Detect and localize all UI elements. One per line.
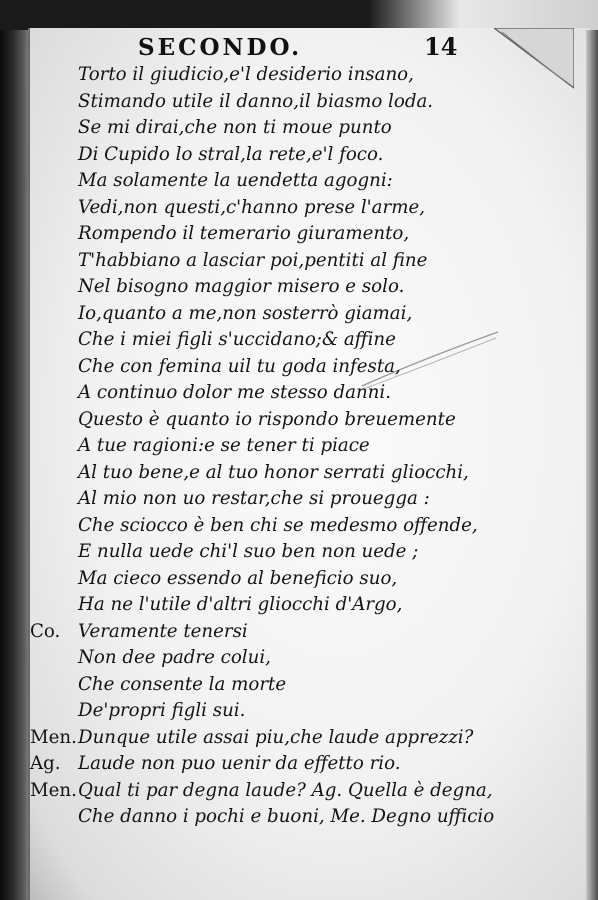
verse-text: Stimando utile il danno,il biasmo loda. [78,90,434,112]
speaker-label [30,327,78,354]
page-number: 14 [424,32,458,61]
speaker-label [30,221,78,248]
verse-line [30,778,500,805]
speaker-label [30,513,78,540]
verse-text: E nulla uede chi'l suo ben non uede ; [78,541,419,562]
verse-line [30,274,500,301]
verse-line [30,354,500,381]
verse-line [30,142,500,169]
verse-text: Dunque utile assai piu,che laude apprezzi? [78,726,474,748]
speaker-label [30,168,78,195]
verse-text: Laude non puo uenir da effetto rio. [78,753,401,774]
verse-line [30,804,500,831]
verse-text: Ha ne l'utile d'altri gliocchi d'Argo, [78,594,403,615]
verse-text: T'habbiano a lasciar poi,pentiti al fine [78,249,428,271]
verse-text: Torto il giudicio,e'l desiderio insano, [78,64,414,85]
verse-text: Al tuo bene,e al tuo honor serrati gliocchi, [78,461,469,483]
verse-text: Di Cupido lo stral,la rete,e'l foco. [78,143,384,165]
verse-text: Che con femina uil tu goda infesta, [78,355,401,377]
verse-block [30,62,500,831]
verse-line [30,698,500,725]
verse-text: Se mi dirai,che non ti moue punto [78,117,392,138]
speaker-label [30,380,78,407]
verse-text: Nel bisogno maggior misero e solo. [78,276,405,297]
verse-text: Che danno i pochi e buoni, Me. Degno ufficio [78,806,495,827]
speaker-label [30,274,78,301]
verse-text: Rompendo il temerario giuramento, [78,223,410,244]
speaker-label: Ag. [30,753,61,774]
verse-text: Che consente la morte [78,673,287,695]
speaker-label [30,460,78,487]
speaker-label [30,804,78,831]
verse-line [30,195,500,222]
speaker-label [30,248,78,275]
verse-line [30,592,500,619]
verse-text: De'propri figli sui. [78,700,246,721]
speaker-label [30,539,78,566]
verse-text: A continuo dolor me stesso danni. [78,382,391,403]
speaker-label [30,89,78,116]
speaker-label: Men. [30,726,77,748]
verse-line [30,115,500,142]
verse-text: Al mio non uo restar,che si prouegga : [78,488,430,509]
page-right-edge [586,30,598,900]
verse-line [30,407,500,434]
verse-line [30,513,500,540]
verse-text: Qual ti par degna laude? Ag. Quella è degna, [78,779,493,801]
verse-text: Non dee padre colui, [78,647,271,668]
speaker-label [30,195,78,222]
speaker-label: Men. [30,779,77,801]
verse-line [30,168,500,195]
verse-line [30,433,500,460]
speaker-label [30,407,78,434]
verse-line [30,486,500,513]
speaker-label [30,354,78,381]
speaker-label [30,672,78,699]
verse-text: Vedi,non questi,c'hanno prese l'arme, [78,196,426,218]
speaker-label [30,645,78,672]
verse-line [30,619,500,646]
speaker-label: Co. [30,620,61,642]
verse-line [30,62,500,89]
speaker-label [30,566,78,593]
verse-line [30,566,500,593]
verse-text: Questo è quanto io rispondo breuemente [78,408,456,430]
verse-text: Che sciocco è ben chi se medesmo offende, [78,514,478,536]
verse-text: Veramente tenersi [78,620,248,642]
verse-line [30,248,500,275]
speaker-label [30,486,78,513]
verse-line [30,301,500,328]
verse-line [30,725,500,752]
speaker-label [30,301,78,328]
verse-line [30,751,500,778]
verse-line [30,539,500,566]
verse-text: Che i miei figli s'uccidano;& affine [78,329,396,350]
speaker-label [30,115,78,142]
verse-line [30,221,500,248]
verse-line [30,645,500,672]
verse-text: Io,quanto a me,non sosterrò giamai, [78,302,413,324]
speaker-label [30,698,78,725]
speaker-label [30,142,78,169]
verse-line [30,327,500,354]
verse-text: Ma solamente la uendetta agogni: [78,170,393,191]
verse-line [30,89,500,116]
verse-line [30,672,500,699]
verse-line [30,380,500,407]
verse-text: A tue ragioni:e se tener ti piace [78,435,370,456]
speaker-label [30,433,78,460]
running-head: SECONDO. [138,34,303,61]
speaker-label [30,62,78,89]
speaker-label [30,592,78,619]
verse-line [30,460,500,487]
verse-text: Ma cieco essendo al beneficio suo, [78,567,398,589]
